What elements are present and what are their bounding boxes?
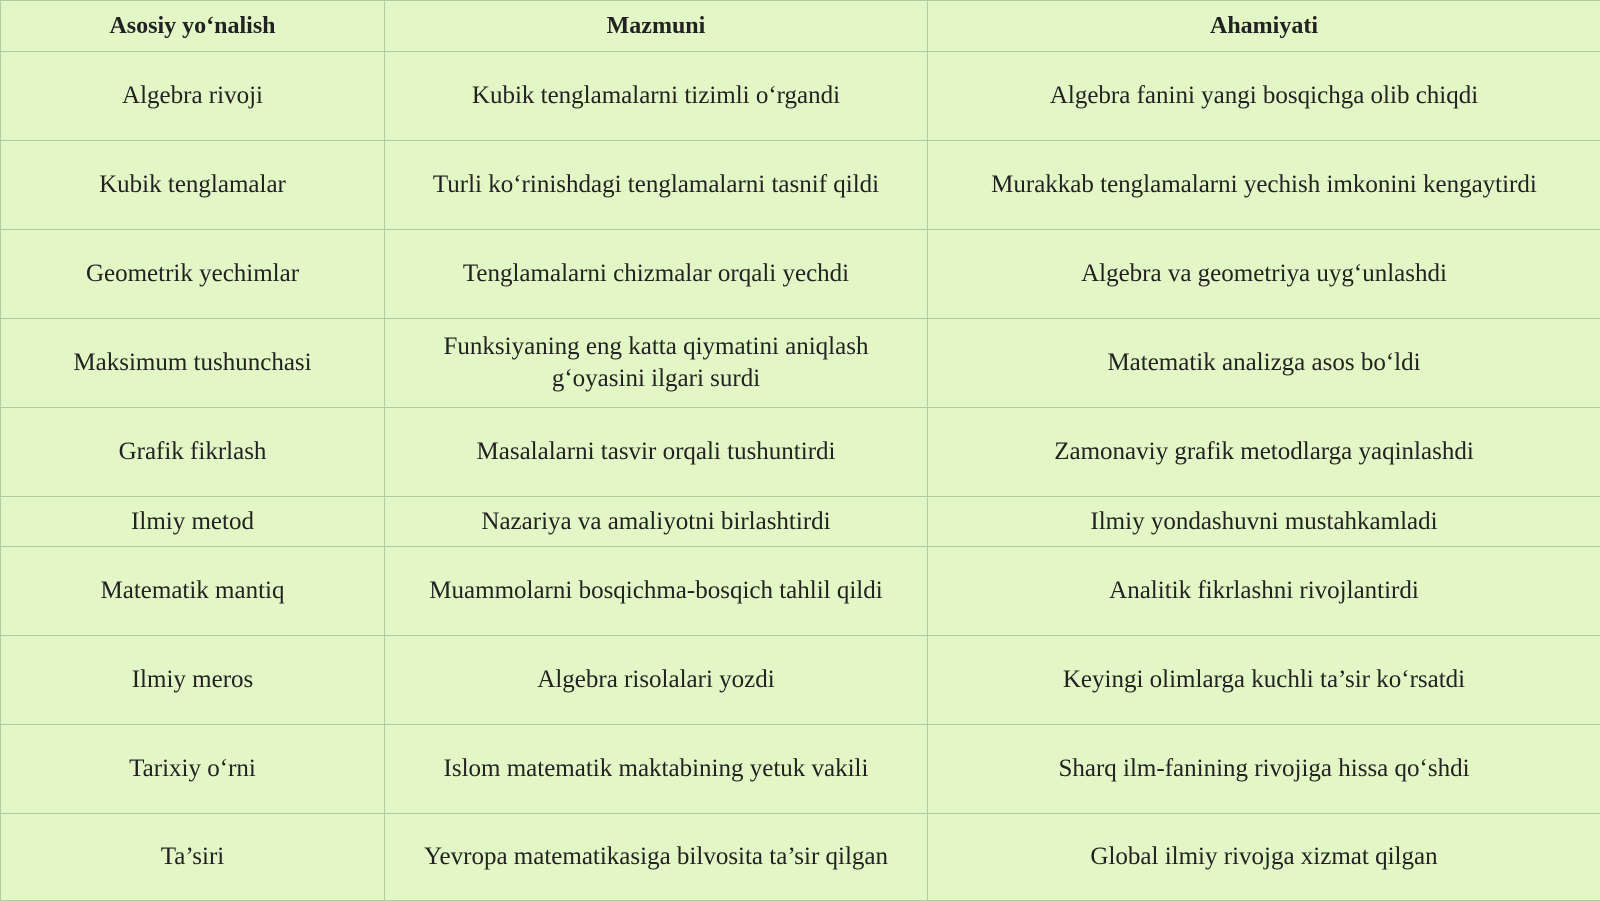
table-cell: Tarixiy o‘rni	[1, 725, 385, 814]
table-header-row	[1, 1, 1600, 52]
table-row	[1, 141, 1600, 230]
column-header-significance: Ahamiyati	[928, 1, 1600, 52]
table-cell: Sharq ilm-fanining rivojiga hissa qo‘shdi	[928, 725, 1600, 814]
table-cell: Algebra rivoji	[1, 52, 385, 141]
table-cell: Islom matematik maktabining yetuk vakili	[385, 725, 928, 814]
table-cell: Kubik tenglamalar	[1, 141, 385, 230]
table-cell: Yevropa matematikasiga bilvosita ta’sir qilgan	[385, 814, 928, 901]
table-cell: Grafik fikrlash	[1, 408, 385, 497]
table-cell: Matematik mantiq	[1, 547, 385, 636]
table-cell: Turli ko‘rinishdagi tenglamalarni tasnif qildi	[385, 141, 928, 230]
table-row	[1, 636, 1600, 725]
table-cell: Algebra va geometriya uyg‘unlashdi	[928, 230, 1600, 319]
table-row	[1, 547, 1600, 636]
table-cell: Tenglamalarni chizmalar orqali yechdi	[385, 230, 928, 319]
table-cell: Funksiyaning eng katta qiymatini aniqlash g‘oyasini ilgari surdi	[385, 319, 928, 408]
column-header-direction: Asosiy yo‘nalish	[1, 1, 385, 52]
column-header-content: Mazmuni	[385, 1, 928, 52]
table-cell: Algebra risolalari yozdi	[385, 636, 928, 725]
table-cell: Masalalarni tasvir orqali tushuntirdi	[385, 408, 928, 497]
table-row	[1, 814, 1600, 901]
table-cell: Kubik tenglamalarni tizimli o‘rgandi	[385, 52, 928, 141]
table-row	[1, 497, 1600, 547]
table-row	[1, 319, 1600, 408]
table-cell: Zamonaviy grafik metodlarga yaqinlashdi	[928, 408, 1600, 497]
table-cell: Maksimum tushunchasi	[1, 319, 385, 408]
table-cell: Nazariya va amaliyotni birlashtirdi	[385, 497, 928, 547]
table-cell: Ilmiy meros	[1, 636, 385, 725]
table-cell: Global ilmiy rivojga xizmat qilgan	[928, 814, 1600, 901]
table-row	[1, 230, 1600, 319]
table-cell: Geometrik yechimlar	[1, 230, 385, 319]
table-cell: Matematik analizga asos bo‘ldi	[928, 319, 1600, 408]
table-cell: Ilmiy metod	[1, 497, 385, 547]
table-row	[1, 52, 1600, 141]
table-cell: Ta’siri	[1, 814, 385, 901]
table-row	[1, 408, 1600, 497]
table-cell: Keyingi olimlarga kuchli ta’sir ko‘rsatdi	[928, 636, 1600, 725]
table-cell: Ilmiy yondashuvni mustahkamladi	[928, 497, 1600, 547]
table-cell: Analitik fikrlashni rivojlantirdi	[928, 547, 1600, 636]
table-row	[1, 725, 1600, 814]
table-cell: Muammolarni bosqichma-bosqich tahlil qildi	[385, 547, 928, 636]
table-cell: Murakkab tenglamalarni yechish imkonini kengaytirdi	[928, 141, 1600, 230]
table-cell: Algebra fanini yangi bosqichga olib chiqdi	[928, 52, 1600, 141]
